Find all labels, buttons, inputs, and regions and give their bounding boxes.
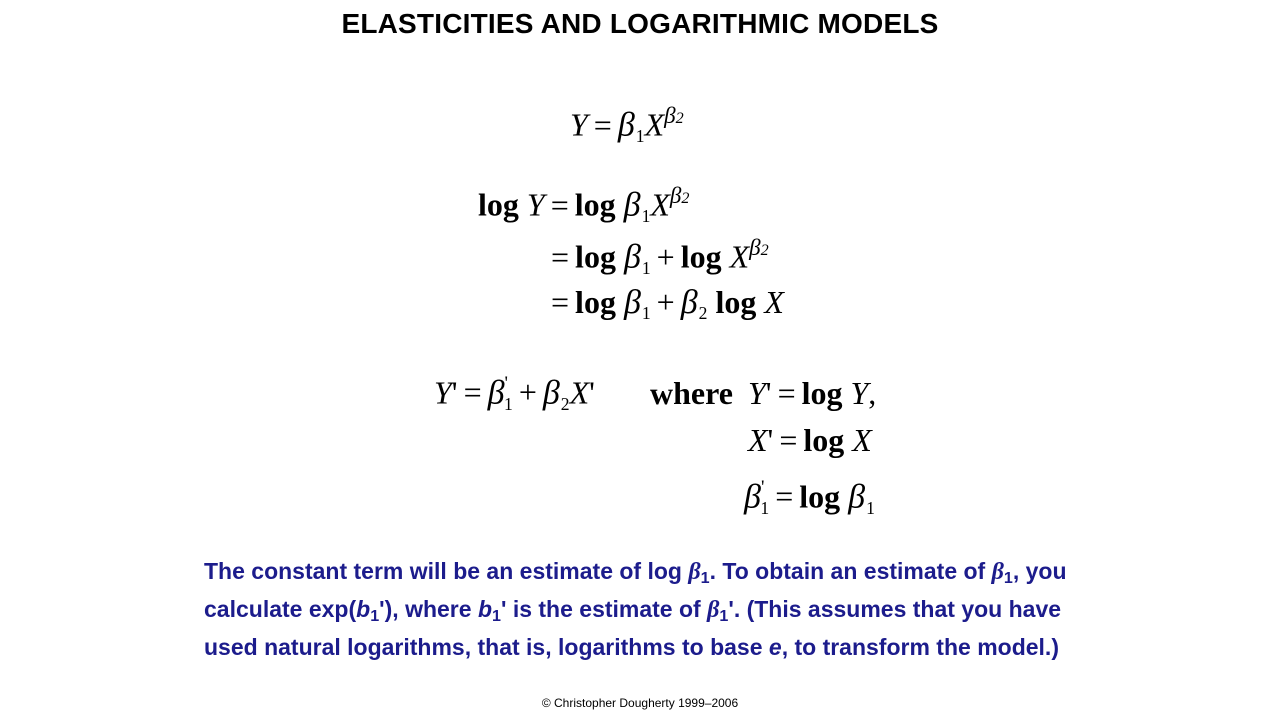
definition-y: Y' = log Y, bbox=[748, 375, 877, 411]
definition-beta: $\beta'_1 = \log \beta_1$ bbox=[744, 477, 875, 518]
where-label: where bbox=[650, 375, 733, 411]
equation-log-step2: = $\log \beta_1 + \log X^{\beta 2}$ bbox=[551, 234, 769, 278]
copyright-notice: © Christopher Dougherty 1999–2006 bbox=[541, 696, 739, 710]
definition-x: X' = log X bbox=[748, 422, 872, 458]
equation-transformed: $Y' = \beta'_1 + \beta_2X'$ bbox=[434, 373, 595, 414]
slide-title: ELASTICITIES AND LOGARITHMIC MODELS bbox=[341, 8, 939, 39]
explanation-paragraph: The constant term will be an estimate of log β1. To obtain an estimate of β1, you calculate exp(b1'), where b1' is the estimate of β1'. (This assumes that you have used natural logarithms, that is, logarithms to base e, to transform the model.) bbox=[204, 558, 1067, 661]
equation-log-step1: $\log Y = \log \beta_1X^{\beta 2}$ bbox=[478, 182, 690, 226]
equation-model: $Y = \beta_1X^{\beta 2}$ bbox=[570, 102, 684, 146]
equation-log-step3: = $\log \beta_1 + \beta_2$ log X bbox=[551, 284, 784, 324]
